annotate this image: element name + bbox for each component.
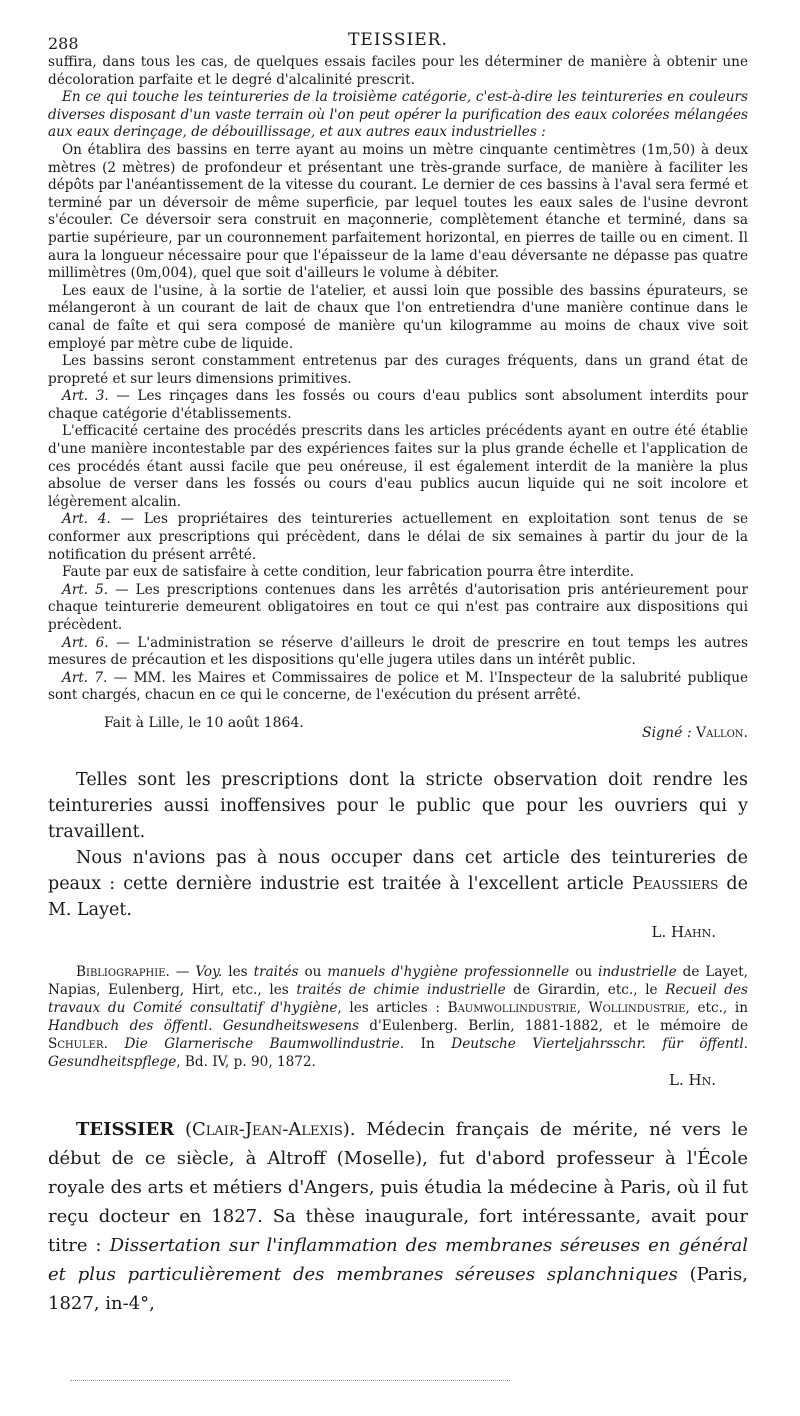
article-label: Art. 7. xyxy=(62,669,108,686)
article-7 xyxy=(48,670,748,705)
bib-text: de Girardin, etc., le xyxy=(505,981,666,998)
entry-text: (Paris, 1827, in-4°, xyxy=(48,1263,748,1314)
article-text: — L'administration se réserve d'ailleurs le droit de prescrire en tout temps les autres mesures de précaution et les dispositions qu'elle jugera utiles dans un intérêt public. xyxy=(48,634,749,669)
entry-paragraph xyxy=(48,1115,748,1318)
bib-italic: traités xyxy=(253,963,299,980)
article-reference: Peaussiers xyxy=(632,873,719,894)
bibliography-author: L. Hn. xyxy=(669,1070,716,1089)
bib-italic: traités de chimie industrielle xyxy=(296,981,506,998)
ordinance-paragraph-italic xyxy=(48,89,748,142)
bib-text: . xyxy=(103,1035,125,1052)
bib-italic: Die Glarnerische Baumwollindustrie. xyxy=(124,1035,405,1052)
article-label: Art. 3. xyxy=(62,388,109,405)
italic-text: En ce qui touche les teintureries de la troisième catégorie, c'est-à-dire les teintureries en couleurs diverses disposant d'un vaste terrain où l'on peut opérer la purification des eaux colorées mélangées aux eaux derinçage, de débouillissage, et aux autres eaux industrielles : xyxy=(48,89,748,141)
article-author: L. Hahn. xyxy=(651,922,716,941)
bib-italic: Recueil des travaux du Comité consultatif d'hygiène xyxy=(48,981,749,1016)
bibliography-paragraph xyxy=(48,963,748,1071)
conclusion-paragraph: Telles sont les prescriptions dont la stricte observation doit rendre les teintureries aussi inoffensives pour le public que pour les ouvriers qui y travaillent. xyxy=(48,769,748,842)
bib-text: In xyxy=(404,1035,452,1052)
article-label: Art. 6. xyxy=(62,634,109,651)
article-6 xyxy=(48,635,748,670)
bib-smallcaps: Baumwollindustrie xyxy=(447,999,577,1016)
bib-text: de Layet, Napias, Eulenberg, Hirt, etc., les xyxy=(48,963,748,998)
article-3 xyxy=(48,388,748,423)
bibliography-label: Bibliographie. xyxy=(76,963,170,980)
signature-row xyxy=(48,711,748,747)
ordinance-paragraph: Les eaux de l'usine, à la sortie de l'atelier, et aussi loin que possible des bassins épurateurs, se mélangeront à un courant de lait de chaux que l'on entretiendra d'une manière continue dans le canal de faîte et qui sera composé de manière qu'un kilogramme au moins de chaux vive soit employé par mètre cube de liquide. xyxy=(48,282,748,352)
ordinance-paragraph: Les bassins seront constamment entretenus par des curages fréquents, dans un grand état de propreté et sur leurs dimensions primitives. xyxy=(48,353,748,387)
bib-text: les xyxy=(222,963,254,980)
article-text: — Les rinçages dans les fossés ou cours d'eau publics sont absolument interdits pour chaque catégorie d'établissements. xyxy=(48,388,749,422)
page xyxy=(48,28,748,1318)
article-label: Art. 4. xyxy=(62,511,111,528)
article-text: — Les prescriptions contenues dans les arrêtés d'autorisation pris antérieurement pour chaque teinturerie demeurent obligatoires en tout ce qui n'est pas contraire aux dispositions qui précèdent. xyxy=(48,581,748,633)
conclusion-text xyxy=(48,767,748,941)
signed-label: Signé : xyxy=(642,724,692,741)
conclusion-paragraph xyxy=(48,845,748,923)
thesis-title: Dissertation sur l'inflammation des membranes séreuses en général et plus particulièrement des membranes séreuses splanchniques xyxy=(48,1234,748,1285)
signature xyxy=(642,725,748,741)
bib-text: ou xyxy=(569,963,599,980)
conclusion-text-a: Nous n'avions pas à nous occuper dans cet article des teintureries de peaux : cette dernière industrie est traitée à l'excellent article xyxy=(48,847,748,894)
bib-smallcaps: Wollindustrie xyxy=(588,999,686,1016)
teissier-entry xyxy=(48,1115,748,1318)
bibliography xyxy=(48,963,748,1089)
article-text: — MM. les Maires et Commissaires de police et M. l'Inspecteur de la salubrité publique sont chargés, chacun en ce qui le concerne, de l'exécution du présent arrêté. xyxy=(48,669,749,704)
bib-italic: industrielle xyxy=(598,963,677,980)
bib-italic: Voy. xyxy=(195,963,223,980)
ordinance-paragraph: On établira des bassins en terre ayant au moins un mètre cinquante centimètres (1m,50) à deux mètres (2 mètres) de profondeur et présentant une très-grande surface, de manière à faciliter les dépôts par l'anéantissement de la vitesse du courant. Le dernier de ces bassins à l'aval sera fermé et terminé par un déversoir de même superficie, par lequel toutes les eaux sales de l'usine devront s'écouler. Ce déversoir sera construit en maçonnerie, complètement étanche et terminé, dans sa partie supérieure, par un couronnement parfaitement horizontal, en pierres de taille ou en ciment. Il aura la longueur nécessaire pour que l'épaisseur de la lame d'eau déversante ne dépasse pas quatre millimètres (0m,004), quel que soit d'ailleurs le volume à débiter. xyxy=(48,141,748,282)
article-label: Art. 5. xyxy=(62,581,109,598)
footer-rule xyxy=(70,1380,510,1381)
done-at: Fait à Lille, le 10 août 1864. xyxy=(104,714,304,731)
headword: TEISSIER xyxy=(76,1118,175,1140)
article-4 xyxy=(48,511,748,564)
ordinance-paragraph: suffira, dans tous les cas, de quelques essais faciles pour les déterminer de manière à obtenir une décoloration parfaite et le degré d'alcalinité prescrit. xyxy=(48,54,748,88)
bib-text: , Bd. IV, p. 90, 1872. xyxy=(176,1053,316,1070)
ordinance-text xyxy=(48,54,748,705)
ordinance-paragraph: Faute par eux de satisfaire à cette condition, leur fabrication pourra être interdite. xyxy=(62,564,635,581)
bib-text: , les articles : xyxy=(337,999,448,1016)
bib-text: — xyxy=(169,963,196,980)
running-head: TEISSIER. xyxy=(348,30,448,50)
signed-name: Vallon. xyxy=(695,724,748,741)
bib-text: , xyxy=(576,999,589,1016)
bib-text: ou xyxy=(298,963,328,980)
conclusion-text-b: de M. Layet. xyxy=(48,873,748,920)
page-number: 288 xyxy=(48,34,79,53)
bib-italic: Deutsche Vierteljahrsschr. für öffentl. Gesundheitspflege xyxy=(48,1035,748,1070)
entry-text: Médecin français de mérite, né vers le début de ce siècle, à Altroff (Moselle), fut d'abord professeur à l'École royale des arts et métiers d'Angers, puis étudia la médecine à Paris, où il fut reçu docteur en 1827. Sa thèse inaugurale, fort intéressante, avait pour titre : xyxy=(48,1118,748,1256)
page-header xyxy=(48,28,748,54)
bib-smallcaps: Schuler xyxy=(48,1035,104,1052)
article-text: — Les propriétaires des teintureries actuellement en exploitation sont tenus de se conformer aux prescriptions qui précèdent, dans le délai de six semaines à partir du jour de la notification du présent arrêté. xyxy=(48,511,749,563)
ordinance-paragraph: L'efficacité certaine des procédés prescrits dans les articles précédents ayant en outre été établie d'une manière incontestable par des expériences faites sur la plus grande échelle et l'application de ces procédés étant aussi facile que peu onéreuse, il est également interdit de la manière la plus absolue de verser dans les fossés ou cours d'eau publics aucun liquide qui ne soit incolore et légèrement alcalin. xyxy=(48,423,748,510)
article-5 xyxy=(48,582,748,635)
headword-names: (Clair-Jean-Alexis). xyxy=(174,1118,356,1140)
bib-italic: manuels d'hygiène professionnelle xyxy=(327,963,570,980)
bib-text: , etc., in xyxy=(685,999,748,1016)
bib-italic: Handbuch des öffentl. Gesundheitswesens xyxy=(48,1017,359,1034)
bib-text: d'Eulenberg. Berlin, 1881-1882, et le mémoire de xyxy=(358,1017,748,1034)
